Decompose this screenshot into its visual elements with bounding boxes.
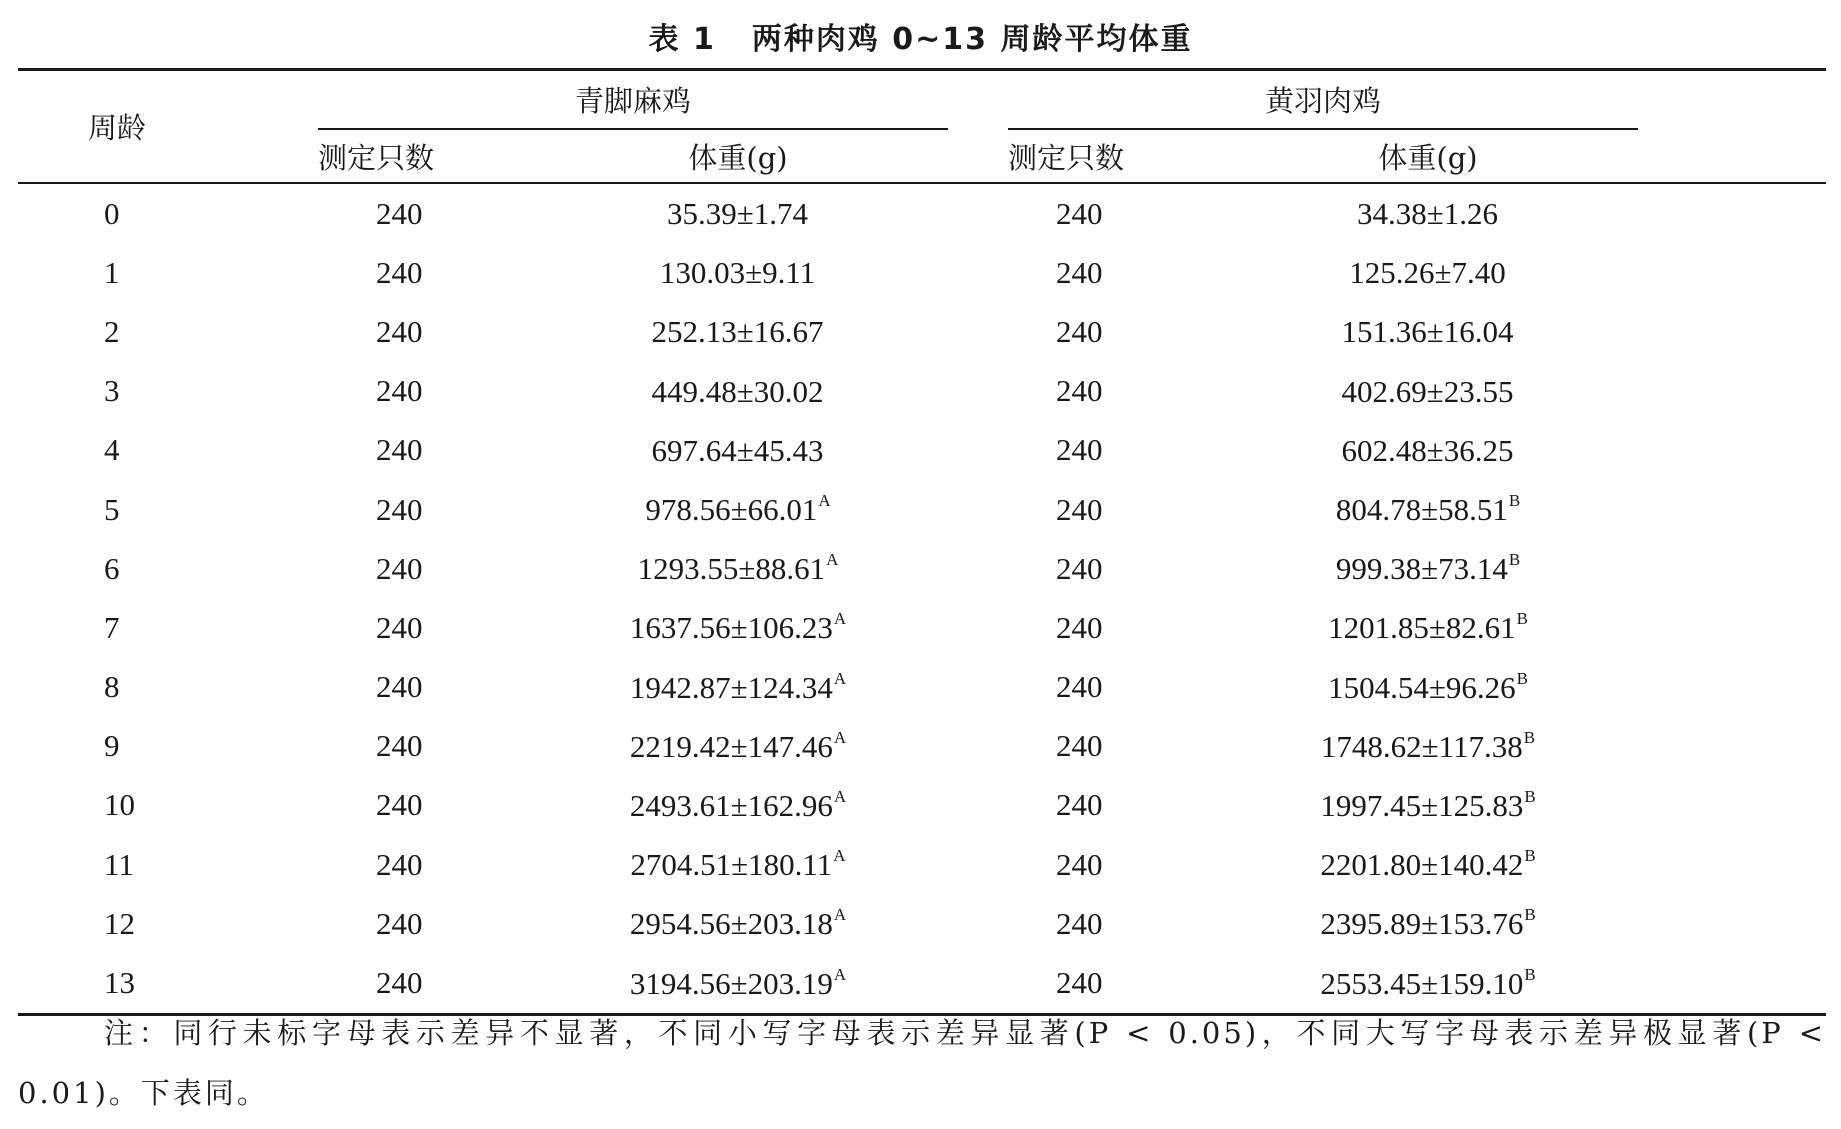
weight-cell-1: $2493.61\pm 162.96^A$ — [629, 786, 847, 823]
week-cell: 13 — [18, 953, 318, 1014]
week-cell: 0 — [104, 195, 120, 231]
count-cell-2: 240 — [1056, 254, 1103, 290]
weight-cell-1: $1637.56\pm 106.23^A$ — [629, 609, 847, 646]
weight-cell-1: $978.56\pm 66.01^A$ — [645, 491, 831, 528]
count-cell-2: 240 — [1008, 953, 1218, 1014]
spacer-cell — [948, 302, 1008, 361]
table-row — [18, 539, 1826, 598]
table-note: 注：同行未标字母表示差异不显著，不同小写字母表示差异显著(P < 0.05)，不同大写字母表示差异极显著(P < 0.01)。下表同。 — [18, 1016, 1826, 1110]
count-cell-2: 240 — [1056, 905, 1103, 941]
table-row — [18, 776, 1826, 835]
weight-cell-1: 130.03±9.11 — [659, 255, 816, 291]
weight-cell-2: $1504.54\pm 96.26^B$ — [1328, 668, 1528, 705]
significance-letter: A — [833, 609, 847, 629]
count-cell-2: 240 — [1056, 787, 1103, 823]
table-row — [18, 894, 1826, 953]
table-row — [18, 183, 1826, 243]
count-cell-1: 240 — [376, 905, 423, 941]
weight-cell-1: $2704.51\pm 180.11^A$ — [630, 846, 846, 883]
significance-letter: A — [833, 786, 847, 806]
count-cell-1: 240 — [376, 254, 423, 290]
spacer-cell — [1638, 421, 1826, 480]
weight-cell-2: 402.69±23.55 — [1341, 373, 1514, 409]
count-cell-1: 240 — [318, 953, 528, 1014]
spacer-cell — [948, 598, 1008, 657]
week-cell: 5 — [104, 491, 120, 527]
weight-cell-1: $2219.42\pm 147.46^A$ — [629, 727, 847, 764]
significance-letter: A — [818, 491, 831, 511]
weight-cell-1: $1942.87\pm 124.34^A$ — [629, 668, 847, 705]
count-cell-1: 240 — [376, 432, 423, 468]
significance-letter: A — [833, 964, 847, 984]
header-count-1: 测定只数 — [318, 130, 528, 183]
spacer-cell — [1638, 302, 1826, 361]
weight-cell-1: $3194.56\pm 203.19^A$ — [528, 953, 948, 1014]
spacer-cell — [1638, 243, 1826, 302]
weight-cell-1: 252.13±16.67 — [651, 314, 824, 350]
spacer-cell — [948, 421, 1008, 480]
table-row — [18, 717, 1826, 776]
weight-cell-2: 125.26±7.40 — [1349, 255, 1506, 291]
week-cell: 12 — [104, 905, 135, 941]
week-cell: 11 — [104, 846, 134, 882]
weight-cell-2: $999.38\pm 73.14^B$ — [1335, 550, 1521, 587]
count-cell-1: 240 — [376, 313, 423, 349]
spacer-cell — [1638, 717, 1826, 776]
weight-cell-2: $2395.89\pm 153.76^B$ — [1320, 905, 1536, 942]
weight-cell-2: $804.78\pm 58.51^B$ — [1335, 491, 1521, 528]
spacer-cell — [948, 776, 1008, 835]
significance-letter: B — [1524, 786, 1536, 806]
spacer-cell — [948, 894, 1008, 953]
spacer-cell — [1638, 480, 1826, 539]
header-group-qingjiao: 青脚麻鸡 — [318, 70, 948, 131]
table-row — [18, 835, 1826, 894]
weight-cell-1: $1293.55\pm 88.61^A$ — [637, 550, 839, 587]
spacer-cell — [1638, 894, 1826, 953]
count-cell-1: 240 — [376, 373, 423, 409]
significance-letter: B — [1524, 846, 1536, 866]
weight-cell-1: 35.39±1.74 — [667, 196, 809, 232]
weight-cell-2: 151.36±16.04 — [1341, 314, 1514, 350]
table-row — [18, 302, 1826, 361]
count-cell-1: 240 — [376, 609, 423, 645]
count-cell-1: 240 — [376, 787, 423, 823]
table-caption: 两种肉鸡 0~13 周龄平均体重 — [751, 22, 1193, 57]
weight-cell-2: 602.48±36.25 — [1341, 432, 1514, 468]
spacer-cell — [1638, 835, 1826, 894]
significance-letter: B — [1516, 668, 1528, 688]
weight-cell-1: 697.64±45.43 — [651, 432, 824, 468]
count-cell-2: 240 — [1056, 313, 1103, 349]
spacer-cell — [948, 243, 1008, 302]
spacer-cell — [1638, 539, 1826, 598]
header-weight-2: 体重(g) — [1218, 130, 1638, 183]
count-cell-2: 240 — [1056, 491, 1103, 527]
spacer-cell — [948, 480, 1008, 539]
significance-letter: B — [1524, 905, 1536, 925]
spacer-cell — [948, 362, 1008, 421]
table-body — [18, 183, 1826, 1014]
count-cell-2: 240 — [1056, 432, 1103, 468]
significance-letter: A — [833, 727, 847, 747]
weight-cell-1: 449.48±30.02 — [651, 373, 824, 409]
count-cell-2: 240 — [1056, 669, 1103, 705]
spacer-cell — [1638, 776, 1826, 835]
table-title — [0, 14, 1841, 58]
significance-letter: B — [1524, 964, 1536, 984]
week-cell: 10 — [104, 787, 135, 823]
header-group-huangyu: 黄羽肉鸡 — [1008, 70, 1638, 131]
significance-letter: B — [1516, 609, 1528, 629]
count-cell-1: 240 — [376, 195, 423, 231]
table-row — [18, 598, 1826, 657]
week-cell: 6 — [104, 550, 120, 586]
count-cell-2: 240 — [1056, 550, 1103, 586]
week-cell: 8 — [104, 669, 120, 705]
header-count-2: 测定只数 — [1008, 130, 1218, 183]
spacer-cell — [948, 658, 1008, 717]
spacer-cell — [1638, 362, 1826, 421]
week-cell: 4 — [104, 432, 120, 468]
count-cell-2: 240 — [1056, 373, 1103, 409]
spacer-cell — [948, 835, 1008, 894]
spacer-cell — [1638, 658, 1826, 717]
weight-cell-2: $1997.45\pm 125.83^B$ — [1320, 786, 1536, 823]
weight-cell-2: $2201.80\pm 140.42^B$ — [1320, 846, 1536, 883]
header-week: 周龄 — [18, 70, 318, 184]
table-row — [18, 658, 1826, 717]
table-row — [18, 243, 1826, 302]
count-cell-2: 240 — [1056, 728, 1103, 764]
spacer-cell — [1638, 183, 1826, 243]
spacer-cell — [948, 183, 1008, 243]
count-cell-2: 240 — [1056, 195, 1103, 231]
week-cell: 1 — [104, 254, 120, 290]
significance-letter: B — [1508, 550, 1521, 570]
weight-cell-2: 34.38±1.26 — [1357, 196, 1499, 232]
significance-letter: B — [1508, 491, 1521, 511]
significance-letter: A — [833, 905, 847, 925]
count-cell-1: 240 — [376, 846, 423, 882]
week-cell: 7 — [104, 609, 120, 645]
spacer-cell — [948, 539, 1008, 598]
significance-letter: A — [833, 668, 847, 688]
spacer-cell — [948, 717, 1008, 776]
count-cell-1: 240 — [376, 550, 423, 586]
significance-letter: A — [833, 846, 846, 866]
week-cell: 9 — [104, 728, 120, 764]
weight-cell-1: $2954.56\pm 203.18^A$ — [629, 905, 847, 942]
spacer-cell — [1638, 598, 1826, 657]
header-row-groups — [18, 70, 1826, 131]
table-number: 表 1 — [648, 22, 716, 57]
weight-cell-2: $1201.85\pm 82.61^B$ — [1328, 609, 1528, 646]
count-cell-1: 240 — [376, 491, 423, 527]
count-cell-1: 240 — [376, 728, 423, 764]
weight-cell-2: $2553.45\pm 159.10^B$ — [1218, 953, 1638, 1014]
count-cell-2: 240 — [1056, 846, 1103, 882]
weight-cell-2: $1748.62\pm 117.38^B$ — [1320, 727, 1536, 764]
header-weight-1: 体重(g) — [528, 130, 948, 183]
body-weight-table — [18, 68, 1826, 1016]
table-row — [18, 362, 1826, 421]
table-row — [18, 480, 1826, 539]
count-cell-2: 240 — [1056, 609, 1103, 645]
significance-letter: B — [1523, 727, 1536, 747]
week-cell: 2 — [104, 313, 120, 349]
count-cell-1: 240 — [376, 669, 423, 705]
week-cell: 3 — [104, 373, 120, 409]
significance-letter: A — [826, 550, 839, 570]
table-row — [18, 421, 1826, 480]
